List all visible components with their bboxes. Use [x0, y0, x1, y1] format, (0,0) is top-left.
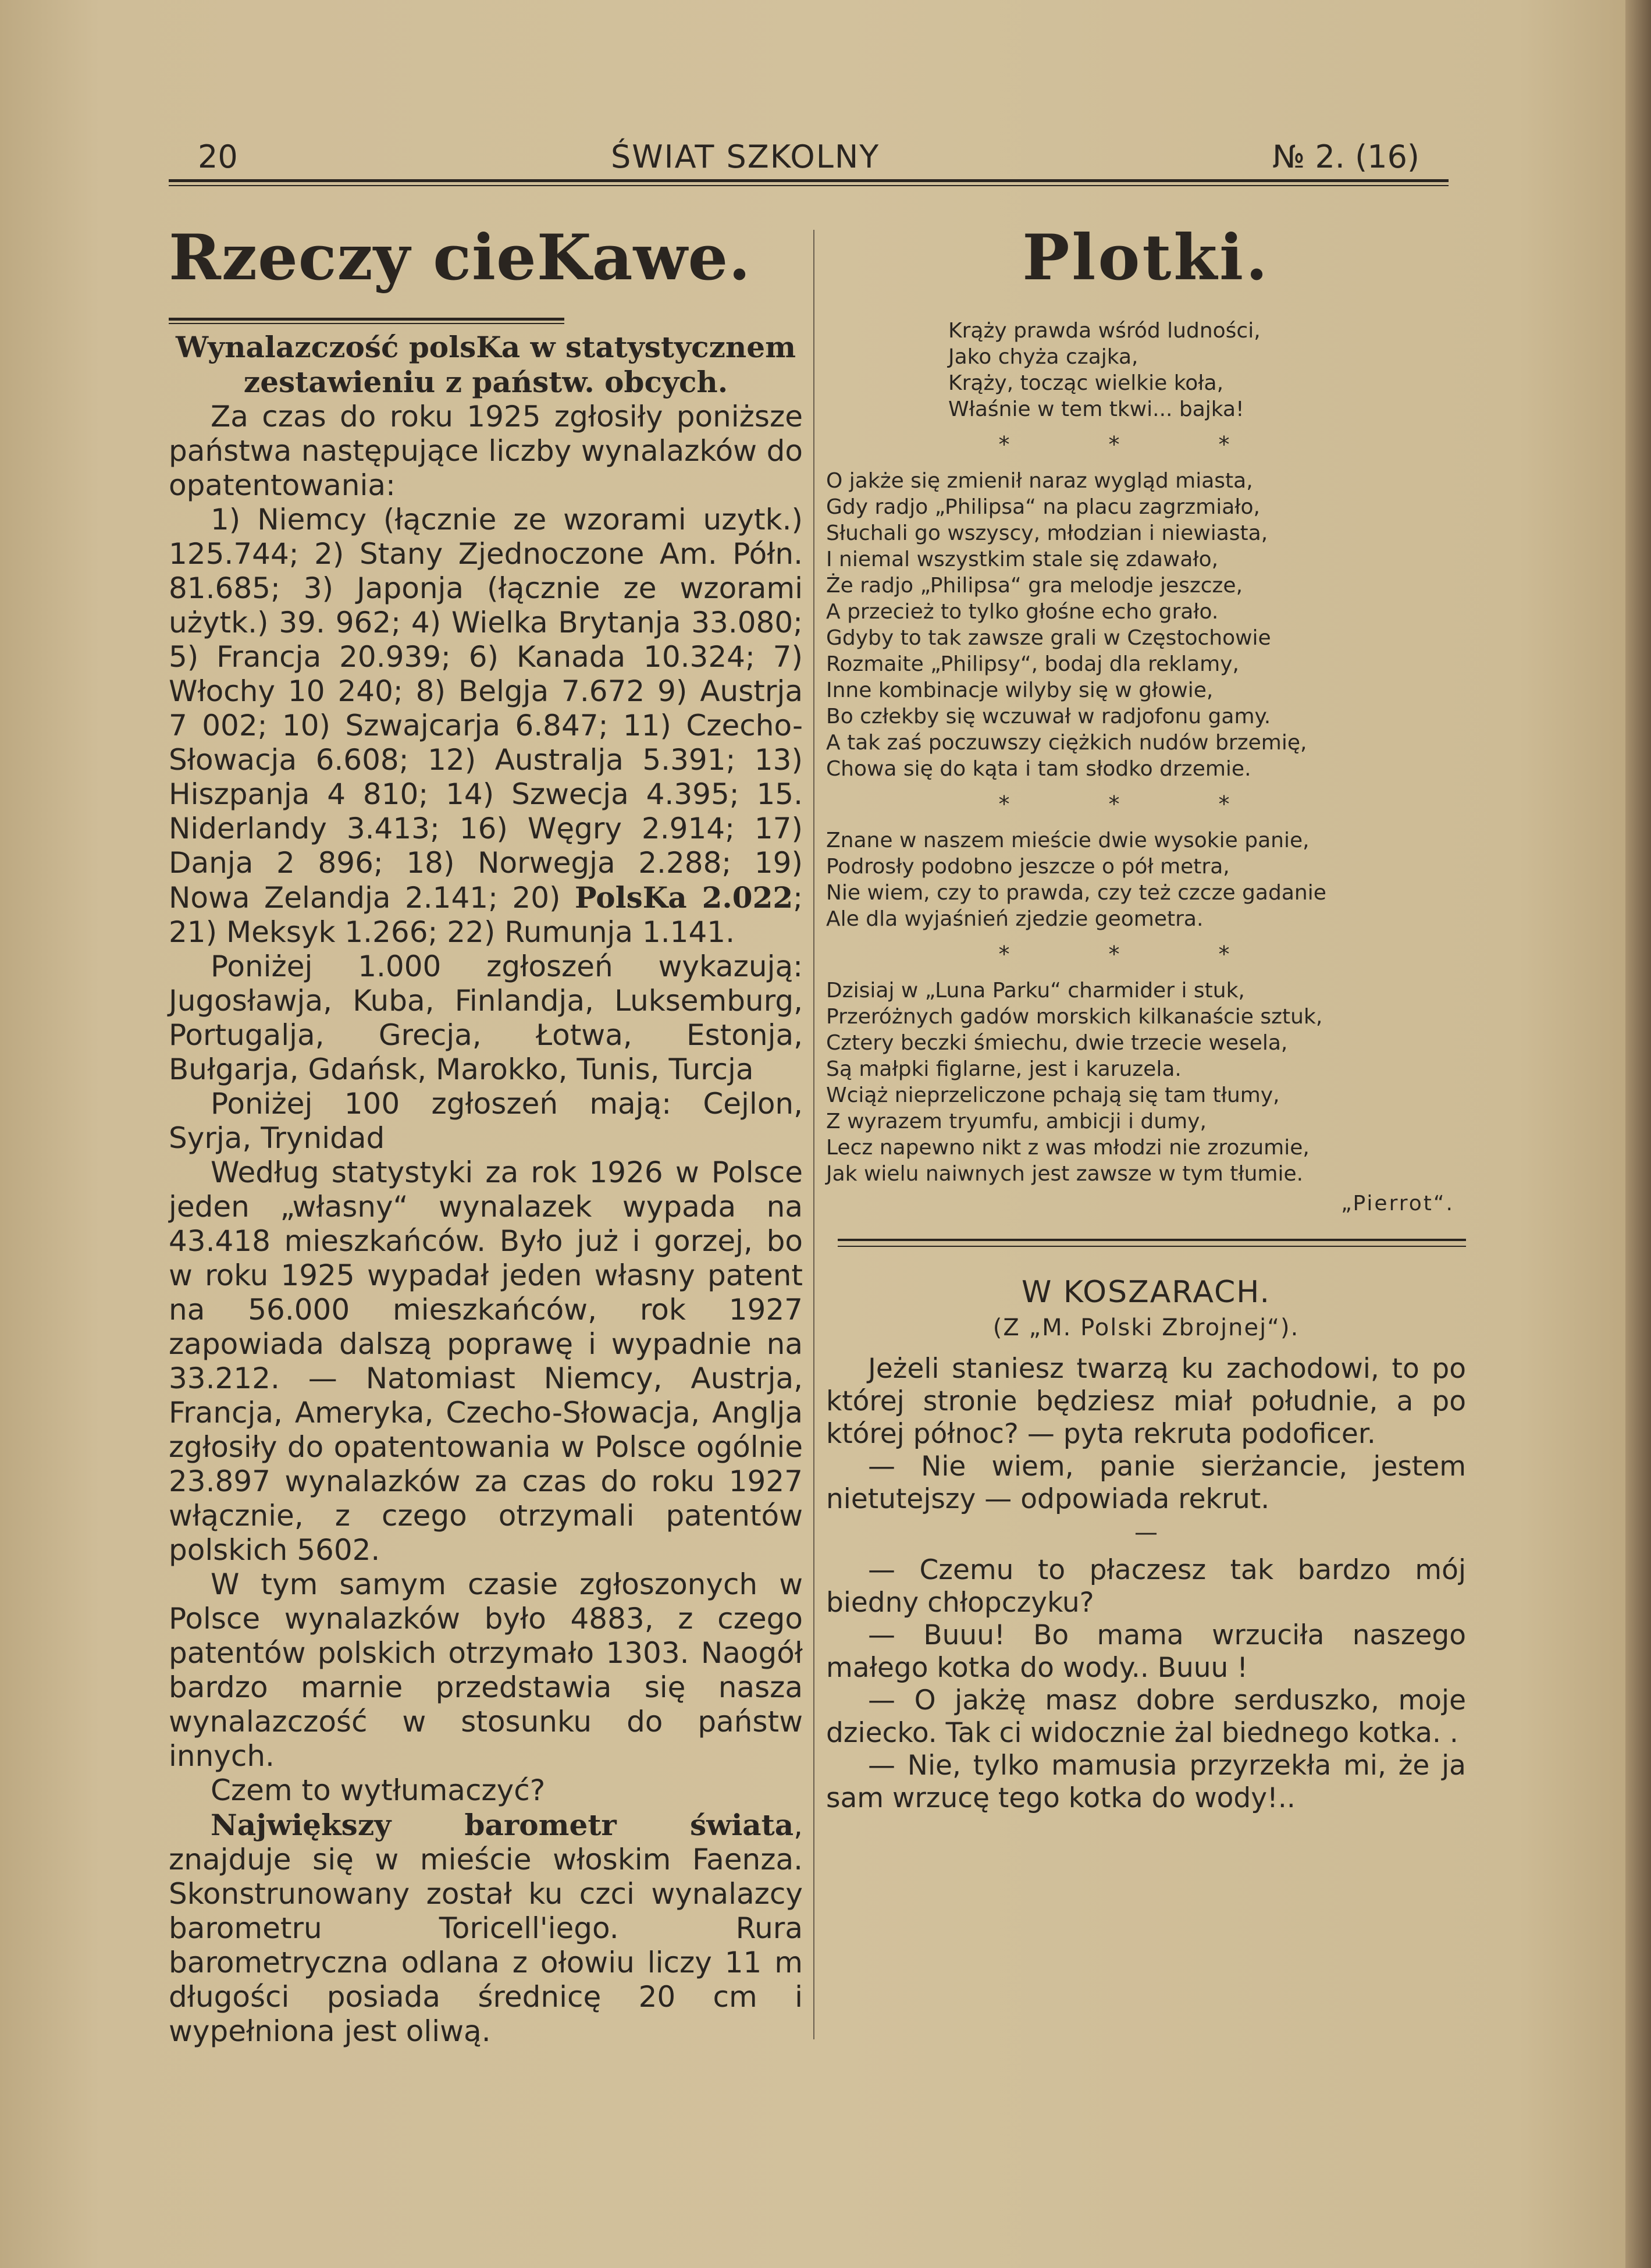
verse-line: Właśnie w tem tkwi... bajka! — [948, 397, 1244, 421]
star: * — [1218, 791, 1329, 817]
header-rule — [169, 179, 1449, 182]
stanza-2 — [826, 468, 1466, 782]
stanza-4 — [826, 977, 1466, 1187]
verse-line: Gdyby to tak zawsze grali w Częstochowie — [826, 626, 1271, 650]
article-paragraph: Za czas do roku 1925 zgłosiły poniższe państwa następujące liczby wynalazków do opatentowania: — [169, 400, 803, 502]
verse-line: Że radjo „Philipsa“ gra melodje jeszcze, — [826, 574, 1243, 598]
star: * — [1108, 941, 1219, 967]
verse-line: Gdy radjo „Philipsa“ na placu zagrzmiało, — [826, 495, 1260, 519]
verse-line: Wciąż nieprzeliczone pchają się tam tłumy, — [826, 1083, 1280, 1107]
barometr-bold-lead: Największy barometr świata — [211, 1808, 794, 1842]
article-paragraph: Czem to wytłumaczyć? — [211, 1773, 546, 1807]
star: * — [998, 941, 1109, 967]
page-number: 20 — [198, 138, 238, 175]
verse-line: Znane w naszem mieście dwie wysokie panie, — [826, 829, 1310, 852]
left-column — [169, 221, 803, 2049]
star: * — [998, 791, 1109, 817]
article-paragraph: Poniżej 100 zgłoszeń mają: Cejlon, Syrja, Trynidad — [169, 1087, 803, 1155]
verse-line: Ale dla wyjaśnień zjedzie geometra. — [826, 907, 1204, 931]
verse-line: Jak wielu naiwnych jest zawsze w tym tłumie. — [826, 1162, 1304, 1186]
article-paragraph-statistics — [169, 503, 803, 950]
barometr-text: , znajduje się w mieście włoskim Faenza. Skonstrunowany został ku czci wynalazcy barometru Toricell'iego. Rura barometryczna odlana z ołowiu liczy 11 m długości posiada średnicę 20 cm i wypełniona jest oliwą. — [169, 1808, 803, 2048]
verse-line: Słuchali go wszyscy, młodzian i niewiasta, — [826, 521, 1268, 545]
dialog-paragraph: — Czemu to płaczesz tak bardzo mój biedny chłopczyku? — [826, 1554, 1466, 1619]
verse-line: Lecz napewno nikt z was młodzi nie zrozumie, — [826, 1136, 1310, 1160]
star: * — [1108, 791, 1219, 817]
article-source: (Z „M. Polski Zbrojnej“). — [992, 1314, 1300, 1341]
verse-line: Dzisiaj w „Luna Parku“ charmider i stuk, — [826, 979, 1245, 1003]
stats-text-a: 1) Niemcy (łącznie ze wzorami uzytk.) 125.744; 2) Stany Zjednoczone Am. Półn. 81.685; 3) Japonja (łącznie ze wzorami użytk.) 39. 962; 4) Wielka Brytanja 33.080; 5) Francja 20.939; 6) Kanada 10.324; 7) Włochy 10 240; 8) Belgja 7.672 9) Austrja 7 002; 10) Szwajcarja 6.847; 11) Czecho-Słowacja 6.608; 12) Australja 5.391; 13) Hiszpanja 4 810; 14) Szwecja 4.395; 15. Niderlandy 3.413; 16) Węgry 2.914; 17) Danja 2 896; 18) Norwegja 2.288; 19) Nowa Zelandja 2.141; 20) — [169, 503, 803, 915]
author-signature: „Pierrot“. — [1341, 1192, 1454, 1215]
section-title-plotki: Plotki. — [1022, 221, 1270, 294]
section-separator — [838, 1239, 1466, 1241]
dialog-paragraph: Jeżeli staniesz twarzą ku zachodowi, to po której stronie będziesz miał południe, a po której północ? — pyta rekruta podoficer. — [826, 1353, 1466, 1450]
verse-line: Krąży, tocząc wielkie koła, — [948, 371, 1224, 395]
title-underline — [169, 318, 564, 321]
verse-line: Bo człekby się wczuwał w radjofonu gamy. — [826, 705, 1271, 728]
star: * — [1218, 432, 1329, 457]
dialog-paragraph: — O jakżę masz dobre serduszko, moje dziecko. Tak ci widocznie żal biednego kotka. . — [826, 1684, 1466, 1749]
verse-line: Jako chyża czajka, — [948, 345, 1138, 369]
dialog-separator: — — [1134, 1519, 1158, 1546]
article-heading-wynalazczosc: Wynalazczość polsKa w statystycznem zestawieniu z państw. obcych. — [176, 330, 796, 399]
page-edge-shadow — [1625, 0, 1651, 2268]
issue-number: № 2. (16) — [1272, 138, 1419, 175]
verse-line: Chowa się do kąta i tam słodko drzemie. — [826, 757, 1251, 781]
stats-poland-bold: PolsKa 2.022 — [575, 880, 794, 915]
stanza-1 — [948, 318, 1466, 422]
verse-line: Podrosły podobno jeszcze o pół metra, — [826, 855, 1230, 879]
title-underline-thin — [169, 323, 564, 324]
verse-line: Przeróżnych gadów morskich kilkanaście sztuk, — [826, 1005, 1323, 1029]
verse-line: Rozmaite „Philipsy“, bodaj dla reklamy, — [826, 652, 1239, 676]
star: * — [1108, 432, 1219, 457]
star: * — [1218, 941, 1329, 967]
section-separator-thin — [838, 1246, 1466, 1247]
verse-line: Są małpki figlarne, jest i karuzela. — [826, 1057, 1182, 1081]
header-rule-thin — [169, 185, 1449, 186]
asterism — [861, 791, 1466, 817]
stats-text-b: ; 21) Meksyk 1.266; 22) Rumunja 1.141. — [169, 881, 803, 949]
verse-line: Z wyrazem tryumfu, ambicji i dumy, — [826, 1110, 1207, 1133]
article-paragraph: Poniżej 1.000 zgłoszeń wykazują: Jugosławja, Kuba, Finlandja, Luksemburg, Portugalja, Grecja, Łotwa, Estonja, Bułgarja, Gdańsk, Marokko, Tunis, Turcja — [169, 950, 803, 1086]
column-divider — [813, 230, 814, 2039]
asterism — [861, 941, 1466, 967]
verse-line: Inne kombinacje wilyby się w głowie, — [826, 678, 1214, 702]
star: * — [998, 432, 1109, 457]
verse-line: I niemal wszystkim stale się zdawało, — [826, 548, 1219, 571]
verse-line: Cztery beczki śmiechu, dwie trzecie wesela, — [826, 1031, 1288, 1055]
verse-line: Nie wiem, czy to prawda, czy też czcze gadanie — [826, 881, 1326, 905]
journal-title: ŚWIAT SZKOLNY — [611, 138, 880, 175]
article-paragraph: W tym samym czasie zgłoszonych w Polsce wynalazków było 4883, z czego patentów polskich otrzymało 1303. Naogół bardzo marnie przedstawia się nasza wynalazczość w stosunku do państw innych. — [169, 1567, 803, 1773]
article-title-w-koszarach: W KOSZARACH. — [1021, 1275, 1271, 1310]
asterism — [861, 432, 1466, 457]
article-paragraph-barometr — [169, 1808, 803, 2049]
dialog-paragraph: — Nie, tylko mamusia przyrzekła mi, że ja sam wrzucę tego kotka do wody!.. — [826, 1750, 1466, 1814]
verse-line: Krąży prawda wśród ludności, — [948, 319, 1261, 343]
stanza-3 — [826, 827, 1466, 932]
right-column — [826, 221, 1466, 1815]
dialog-paragraph: — Nie wiem, panie sierżancie, jestem nietutejszy — odpowiada rekrut. — [826, 1451, 1466, 1515]
page-header — [163, 134, 1449, 186]
section-title-rzeczy-ciekawe: Rzeczy cieKawe. — [169, 221, 751, 294]
verse-line: O jakże się zmienił naraz wygląd miasta, — [826, 469, 1253, 493]
dialog-paragraph: — Buuu! Bo mama wrzuciła naszego małego kotka do wody.. Buuu ! — [826, 1619, 1466, 1684]
verse-line: A tak zaś poczuwszy ciężkich nudów brzemię, — [826, 731, 1307, 755]
article-paragraph: Według statystyki za rok 1926 w Polsce jeden „własny“ wynalazek wypada na 43.418 mieszkańców. Było już i gorzej, bo w roku 1925 wypadał jeden własny patent na 56.000 mieszkańców, rok 1927 zapowiada dalszą poprawę i wypadnie na 33.212. — Natomiast Niemcy, Austrja, Francja, Ameryka, Czecho-Słowacja, Anglja zgłosiły do opatentowania w Polsce ogólnie 23.897 wynalazków za czas do roku 1927 włącznie, z czego otrzymali patentów polskich 5602. — [169, 1156, 803, 1567]
verse-line: A przecież to tylko głośne echo grało. — [826, 600, 1219, 624]
